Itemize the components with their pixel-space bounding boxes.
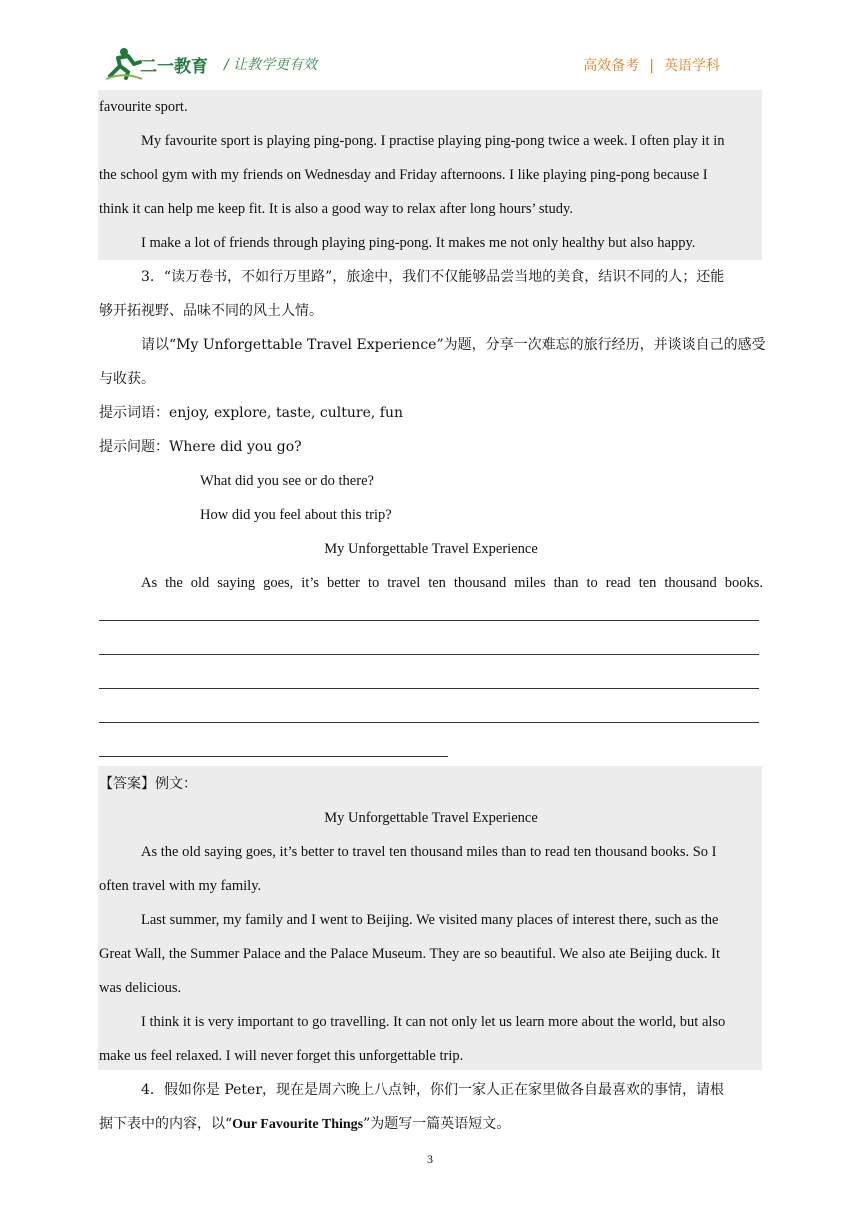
- text-line: favourite sport.: [99, 99, 188, 115]
- text-line: the school gym with my friends on Wednesday and Friday afternoons. I like playing ping-pong because I: [99, 167, 708, 183]
- question-3-line: 请以“My Unforgettable Travel Experience”为题，分享一次难忘的旅行经历，并谈谈自己的感受: [141, 337, 766, 353]
- text-line: often travel with my family.: [99, 878, 262, 894]
- header-tagline: [583, 55, 720, 75]
- text-line: make us feel relaxed. I will never forget this unforgettable trip.: [99, 1048, 464, 1064]
- essay-title: My Unforgettable Travel Experience: [324, 541, 538, 557]
- q4-text: 据下表中的内容，以“: [99, 1116, 233, 1132]
- question-3-line: 3．“读万卷书，不如行万里路”，旅途中，我们不仅能够品尝当地的美食，结识不同的人；还能: [141, 269, 725, 285]
- q4-bold-title: Our Favourite Things: [232, 1117, 364, 1132]
- essay-title: My Unforgettable Travel Experience: [324, 810, 538, 826]
- question-3-line: 与收获。: [99, 371, 155, 387]
- text-line: Great Wall, the Summer Palace and the Palace Museum. They are so beautiful. We also ate Beijing duck. It: [99, 946, 720, 962]
- writing-line: [99, 654, 759, 655]
- writing-line: [99, 722, 759, 723]
- text-line: My favourite sport is playing ping-pong. I practise playing ping-pong twice a week. I often play it in: [141, 133, 725, 149]
- runner-logo-icon: [104, 46, 144, 80]
- hint-question: What did you see or do there?: [200, 473, 374, 489]
- logo: [104, 46, 216, 80]
- q4-text: ”为题写一篇英语短文。: [363, 1116, 511, 1132]
- answer-label: 【答案】例文：: [99, 776, 197, 792]
- text-line: Last summer, my family and I went to Beijing. We visited many places of interest there, such as the: [141, 912, 719, 928]
- question-4-line: 4．假如你是 Peter，现在是周六晚上八点钟，你们一家人正在家里做各自最喜欢的事情，请根: [141, 1082, 725, 1098]
- logo-text: 二一教育: [140, 57, 208, 77]
- writing-line: [99, 620, 759, 621]
- slogan: / 让教学更有效: [224, 57, 318, 73]
- hint-words: 提示词语：enjoy, explore, taste, culture, fun: [99, 405, 403, 421]
- text-line: was delicious.: [99, 980, 182, 996]
- writing-line: [99, 688, 759, 689]
- question-4-line: [99, 1114, 763, 1135]
- text-line: As the old saying goes, it’s better to travel ten thousand miles than to read ten thousand books. So I: [141, 844, 717, 860]
- question-3-line: 够开拓视野、品味不同的风土人情。: [99, 303, 323, 319]
- hint-question: How did you feel about this trip?: [200, 507, 392, 523]
- page-header: [0, 0, 860, 92]
- page-number: 3: [427, 1152, 433, 1166]
- tagline-left: 高效备考: [583, 58, 640, 74]
- essay-start: As the old saying goes, it’s better to travel ten thousand miles than to read ten thousand books.: [141, 575, 763, 591]
- tagline-right: 英语学科: [664, 58, 720, 74]
- tagline-separator: |: [649, 58, 654, 74]
- writing-line: [99, 756, 448, 757]
- text-line: I think it is very important to go travelling. It can not only let us learn more about the world, but also: [141, 1014, 726, 1030]
- hint-question: 提示问题：Where did you go?: [99, 439, 302, 455]
- text-line: I make a lot of friends through playing ping-pong. It makes me not only healthy but also happy.: [141, 235, 696, 251]
- text-line: think it can help me keep fit. It is also a good way to relax after long hours’ study.: [99, 201, 573, 217]
